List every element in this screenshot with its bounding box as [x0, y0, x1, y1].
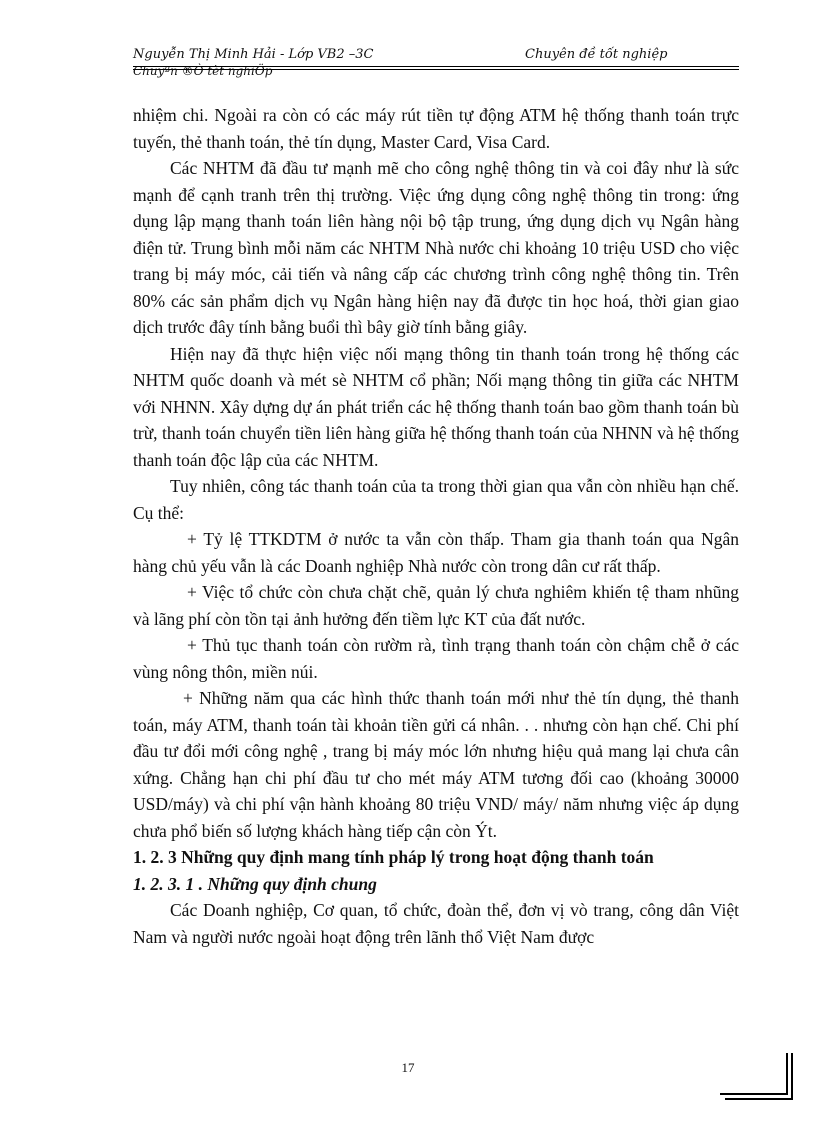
- page-border-corner: [720, 1093, 788, 1095]
- page-body: [133, 102, 739, 950]
- page-border-corner: [791, 1053, 793, 1098]
- header-subtitle: Chuyªn ®Ò tèt nghiÖp: [133, 64, 273, 78]
- bullet-item: + Thủ tục thanh toán còn rườm rà, tình trạng thanh toán còn chậm chễ ở các vùng nông thôn, miền núi.: [133, 635, 739, 682]
- page-number: 17: [401, 1060, 415, 1075]
- paragraph-technology: Các NHTM đã đầu tư mạnh mẽ cho công nghệ thông tin và coi đây như là sức mạnh để cạnh tranh trên thị trường. Việc ứng dụng công nghệ thông tin trong: ứng dụng lập mạng thanh toán liên hàng nội bộ tập trung, ứng dụng dịch vụ Ngân hàng điện tử. Trung bình mỗi năm các NHTM Nhà nước chi khoảng 10 triệu USD cho việc trang bị máy móc, cải tiến và nâng cấp các chương trình công nghệ thông tin. Trên 80% các sản phẩm dịch vụ Ngân hàng hiện nay đã được tin học hoá, thời gian giao dịch trước đây tính bằng buổi thì bây giờ tính bằng giây.: [133, 158, 739, 337]
- subsection-heading: 1. 2. 3. 1 . Những quy định chung: [133, 873, 377, 894]
- bullet-item: + Tỷ lệ TTKDTM ở nước ta vẫn còn thấp. Tham gia thanh toán qua Ngân hàng chủ yếu vẫn là các Doanh nghiệp Nhà nước còn trong dân cư rất thấp.: [133, 529, 739, 576]
- page-border-corner: [786, 1053, 788, 1093]
- header-author: Nguyễn Thị Minh Hải - Lớp VB2 –3C: [133, 47, 374, 62]
- paragraph-regulations: Các Doanh nghiệp, Cơ quan, tổ chức, đoàn thể, đơn vị vò trang, công dân Việt Nam và người nước ngoài hoạt động trên lãnh thổ Việt Nam được: [133, 900, 739, 947]
- bullet-item: + Những năm qua các hình thức thanh toán mới như thẻ tín dụng, thẻ thanh toán, máy ATM, thanh toán tài khoản tiền gửi cá nhân. . . nhưng còn hạn chế. Chi phí đầu tư đổi mới công nghệ , trang bị máy móc lớn nhưng hiệu quả mang lại chưa cân xứng. Chẳng hạn chi phí đầu tư cho mét máy ATM tương đối cao (khoảng 30000 USD/máy) và chi phí vận hành khoảng 80 triệu VND/ máy/ năm nhưng việc áp dụng chưa phổ biến số lượng khách hàng tiếp cận còn Ýt.: [133, 688, 739, 841]
- header-title: Chuyên đề tốt nghiệp: [525, 47, 668, 62]
- paragraph-limitations: Tuy nhiên, công tác thanh toán của ta trong thời gian qua vẫn còn nhiều hạn chế. Cụ thể:: [133, 476, 739, 523]
- header-rule-thin: [133, 69, 739, 70]
- paragraph-network: Hiện nay đã thực hiện việc nối mạng thông tin thanh toán trong hệ thống các NHTM quốc doanh và mét sè NHTM cổ phần; Nối mạng thông tin giữa các NHTM với NHNN. Xây dựng dự án phát triển các hệ thống thanh toán bao gồm thanh toán bù trừ, thanh toán chuyển tiền liên hàng giữa hệ thống thanh toán của NHNN và hệ thống thanh toán độc lập của các NHTM.: [133, 343, 739, 470]
- page-border-corner: [725, 1098, 793, 1100]
- paragraph-continued: nhiệm chi. Ngoài ra còn có các máy rút tiền tự động ATM hệ thống thanh toán trực tuyến, thẻ thanh toán, thẻ tín dụng, Master Card, Visa Card.: [133, 105, 739, 152]
- bullet-item: + Việc tổ chức còn chưa chặt chẽ, quản lý chưa nghiêm khiến tệ tham nhũng và lãng phí còn tồn tại ảnh hưởng đến tiềm lực KT của đất nước.: [133, 582, 739, 629]
- header-rule-thick: [133, 66, 739, 67]
- section-heading: 1. 2. 3 Những quy định mang tính pháp lý trong hoạt động thanh toán: [133, 847, 654, 867]
